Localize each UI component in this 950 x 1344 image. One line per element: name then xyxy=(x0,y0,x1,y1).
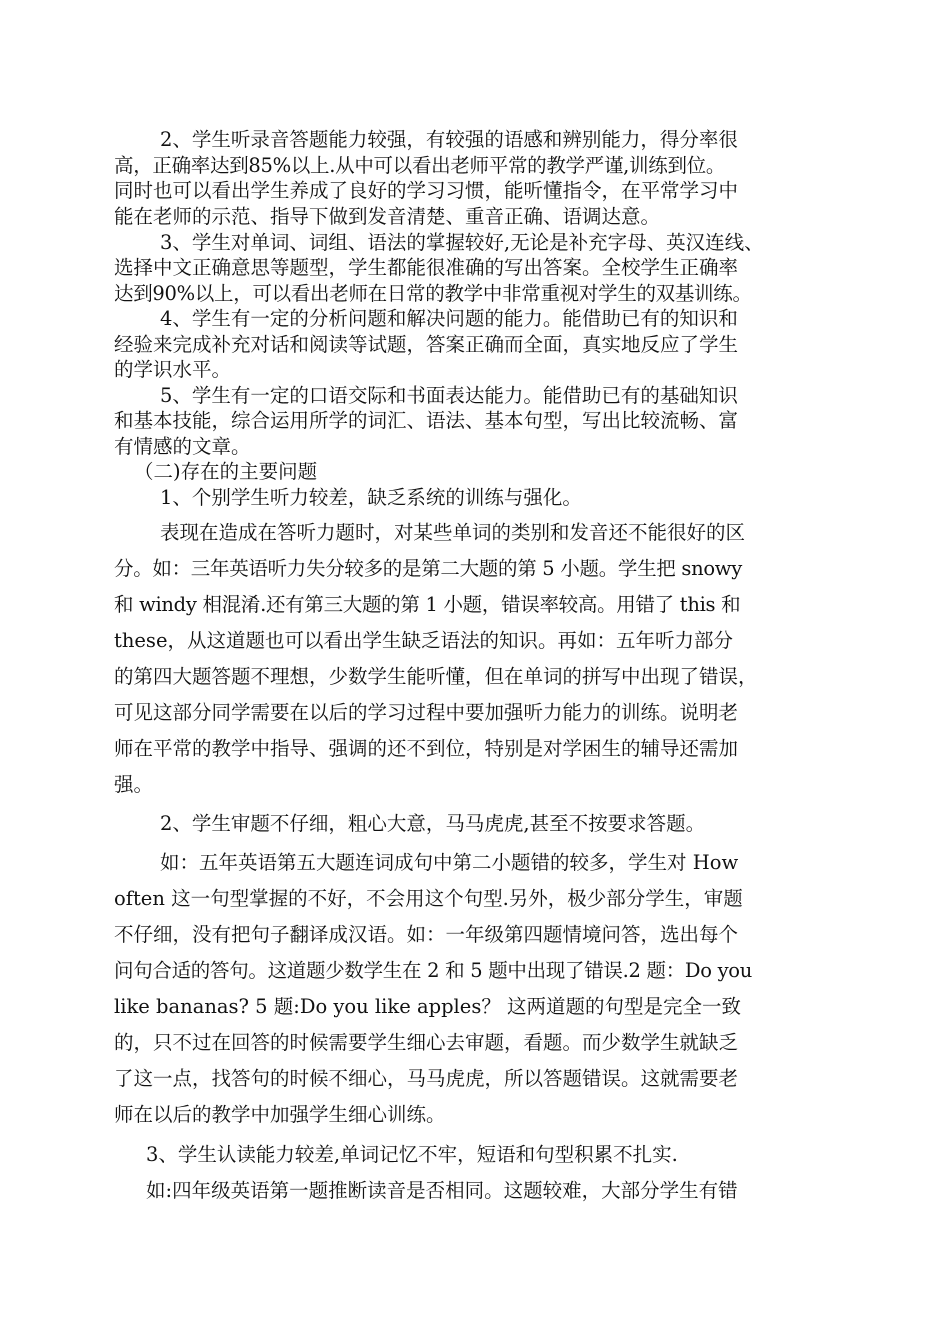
text-line: 4、学生有一定的分析问题和解决问题的能力。能借助已有的知识和 xyxy=(160,307,738,330)
section-heading: （二)存在的主要问题 xyxy=(134,460,318,483)
text-line: 2、学生听录音答题能力较强，有较强的语感和辨别能力，得分率很 xyxy=(160,128,738,151)
text-line: 的第四大题答题不理想，少数学生能听懂，但在单词的拼写中出现了错误， xyxy=(114,665,758,688)
text-line: 5、学生有一定的口语交际和书面表达能力。能借助已有的基础知识 xyxy=(160,384,738,407)
text-line: 能在老师的示范、指导下做到发音清楚、重音正确、语调达意。 xyxy=(114,205,661,228)
text-line: 达到90%以上，可以看出老师在日常的教学中非常重视对学生的双基训练。 xyxy=(114,282,752,305)
text-line: these，从这道题也可以看出学生缺乏语法的知识。再如：五年听力部分 xyxy=(114,629,733,652)
text-line: 3、学生对单词、词组、语法的掌握较好,无论是补充字母、英汉连线、 xyxy=(160,231,764,254)
text-line: 了这一点，找答句的时候不细心，马马虎虎，所以答题错误。这就需要老 xyxy=(114,1067,739,1090)
text-line: 3、学生认读能力较差,单词记忆不牢，短语和句型积累不扎实. xyxy=(146,1143,678,1166)
text-line: 经验来完成补充对话和阅读等试题，答案正确而全面，真实地反应了学生 xyxy=(114,333,739,356)
text-line: 同时也可以看出学生养成了良好的学习习惯，能听懂指令，在平常学习中 xyxy=(114,179,739,202)
text-line: 分。如：三年英语听力失分较多的是第二大题的第 5 小题。学生把 snowy xyxy=(114,557,742,580)
text-line: often 这一句型掌握的不好，不会用这个句型.另外，极少部分学生，审题 xyxy=(114,887,743,910)
text-line: 有情感的文章。 xyxy=(114,435,251,458)
text-line: 如：五年英语第五大题连词成句中第二小题错的较多，学生对 How xyxy=(160,851,739,874)
text-line: 和 windy 相混淆.还有第三大题的第 1 小题，错误率较高。用错了 this 和 xyxy=(114,593,741,616)
text-line: 和基本技能，综合运用所学的词汇、语法、基本句型，写出比较流畅、富 xyxy=(114,409,739,432)
text-line: 可见这部分同学需要在以后的学习过程中要加强听力能力的训练。说明老 xyxy=(114,701,739,724)
text-line: 高，正确率达到85%以上.从中可以看出老师平常的教学严谨,训练到位。 xyxy=(114,154,726,177)
text-line: 1、个别学生听力较差，缺乏系统的训练与强化。 xyxy=(160,486,582,509)
text-line: like bananas? 5 题:Do you like apples？ 这两道题的句型是完全一致 xyxy=(114,995,742,1018)
text-line: 表现在造成在答听力题时，对某些单词的类别和发音还不能很好的区 xyxy=(160,521,746,544)
text-line: 如:四年级英语第一题推断读音是否相同。这题较难，大部分学生有错 xyxy=(146,1179,738,1202)
text-line: 师在平常的教学中指导、强调的还不到位，特别是对学困生的辅导还需加 xyxy=(114,737,739,760)
text-line: 选择中文正确意思等题型，学生都能很准确的写出答案。全校学生正确率 xyxy=(114,256,739,279)
text-line: 的学识水平。 xyxy=(114,358,232,381)
text-line: 2、学生审题不仔细，粗心大意，马马虎虎,甚至不按要求答题。 xyxy=(160,812,706,835)
text-line: 师在以后的教学中加强学生细心训练。 xyxy=(114,1103,446,1126)
text-line: 问句合适的答句。这道题少数学生在 2 和 5 题中出现了错误.2 题：Do you xyxy=(114,959,752,982)
text-line: 强。 xyxy=(114,773,154,796)
text-line: 不仔细，没有把句子翻译成汉语。如：一年级第四题情境问答，选出每个 xyxy=(114,923,739,946)
text-line: 的，只不过在回答的时候需要学生细心去审题，看题。而少数学生就缺乏 xyxy=(114,1031,739,1054)
